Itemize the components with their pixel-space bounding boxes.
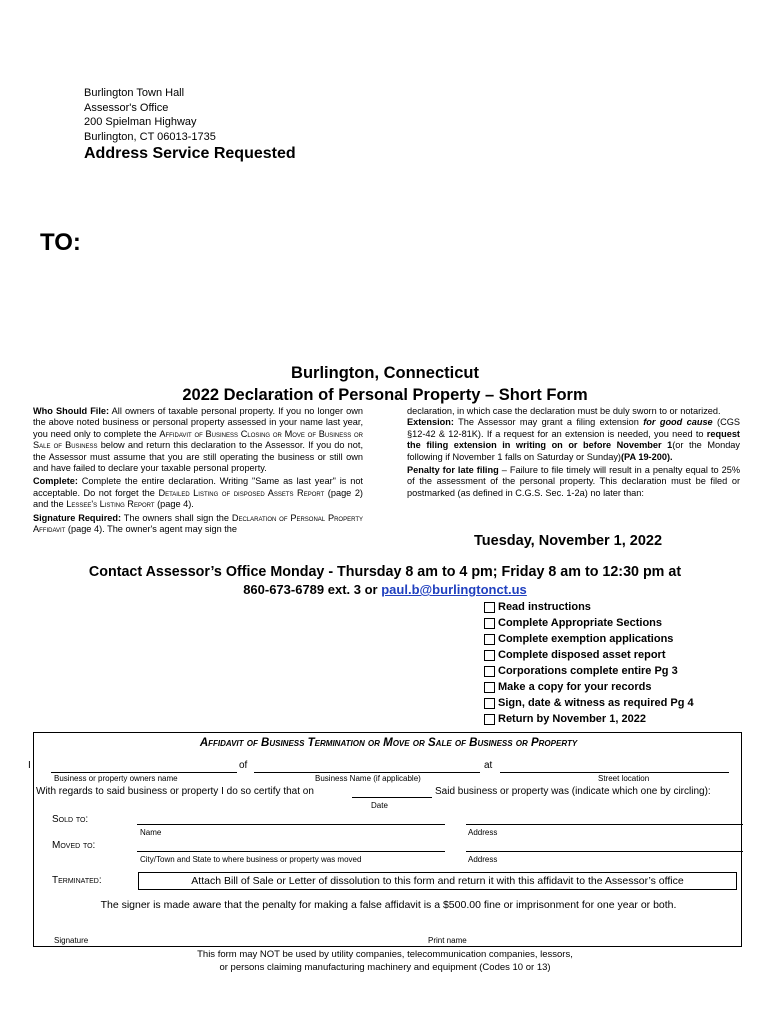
checkbox[interactable]	[484, 634, 495, 645]
contact-email-link[interactable]: paul.b@burlingtonct.us	[381, 582, 527, 597]
checklist-item[interactable]	[484, 599, 694, 615]
footer-line: or persons claiming manufacturing machinery and equipment (Codes 10 or 13)	[219, 961, 551, 973]
moved-to-address-field[interactable]	[466, 840, 743, 852]
who-should-file-text: All owners of taxable personal property. If you no longer own the above noted business or personal property assessed in your name last year, you need only to complete the	[33, 406, 363, 439]
complete-text: Complete the entire declaration. Writing "Same as last year" is not acceptable. Do not forget the	[33, 476, 363, 498]
signature-paragraph	[33, 513, 363, 536]
declaration-affidavit-reference: Declaration of Personal Property Affidavit	[33, 512, 363, 535]
checklist-item-label: Corporations complete entire Pg 3	[498, 665, 678, 677]
extension-text: The Assessor may grant a filing extension	[458, 417, 639, 428]
contact-hours: Contact Assessor’s Office Monday - Thursday 8 am to 4 pm; Friday 8 am to 12:30 pm at	[88, 564, 682, 580]
penalty-label: Penalty for late filing	[407, 465, 499, 476]
print-name-caption: Print name	[428, 936, 467, 945]
checklist	[484, 599, 694, 727]
instructions-left-column	[33, 406, 363, 537]
checklist-item-label: Make a copy for your records	[498, 681, 652, 693]
complete-label: Complete:	[33, 476, 78, 487]
form-title-town: Burlington, Connecticut	[291, 364, 479, 382]
penalty-paragraph	[407, 465, 740, 499]
checklist-item[interactable]	[484, 695, 694, 711]
of-label: of	[239, 760, 248, 771]
street-location-field[interactable]	[500, 761, 729, 773]
checkbox[interactable]	[484, 666, 495, 677]
checkbox[interactable]	[484, 682, 495, 693]
date-field[interactable]	[352, 786, 432, 798]
footer-line: This form may NOT be used by utility companies, telecommunication companies, lessors,	[197, 949, 573, 960]
who-should-file-label: Who Should File:	[33, 406, 110, 416]
return-address-line: 200 Spielman Highway	[84, 116, 197, 128]
disposed-assets-reference: Detailed Listing of disposed Assets Report	[158, 487, 325, 498]
checkbox[interactable]	[484, 602, 495, 613]
notarized-paragraph: declaration, in which case the declaration must be duly sworn to or notarized.	[407, 406, 721, 416]
return-address	[84, 86, 216, 144]
checklist-item[interactable]	[484, 615, 694, 631]
lessee-listing-reference: Lessee's Listing Report	[66, 499, 155, 510]
date-caption: Date	[371, 801, 388, 810]
checklist-item-label: Sign, date & witness as required Pg 4	[498, 697, 694, 709]
signature-text-cont: (page 4). The owner's agent may sign the	[67, 524, 238, 535]
business-name-caption: Business Name (if applicable)	[315, 774, 421, 783]
who-should-file-text-cont: below and return this declaration to the Assessor. If you do not, the Assessor must assume that you are still operating the business or still own and have failed to declare your taxable personal property.	[33, 440, 363, 474]
extension-label: Extension:	[407, 417, 454, 428]
checkbox[interactable]	[484, 618, 495, 629]
checklist-item[interactable]	[484, 679, 694, 695]
signature-required-label: Signature Required:	[33, 512, 122, 523]
affidavit-reference: Affidavit of Business Closing or Move of Business or Sale of Business	[33, 428, 363, 451]
address-caption: Address	[468, 855, 498, 864]
affidavit-title: Affidavit of Business Termination or Move or Sale of Business or Property	[199, 737, 578, 749]
to-label: TO:	[40, 229, 81, 256]
public-act-reference: (PA 19-200).	[620, 451, 673, 462]
owner-name-field[interactable]	[51, 761, 237, 773]
name-caption: Name	[140, 828, 162, 837]
contact-line	[0, 582, 770, 597]
terminated-instructions: Attach Bill of Sale or Letter of dissolution to this form and return it with this affidavit to the Assessor’s office	[138, 872, 737, 890]
certify-text: With regards to said business or property I do so certify that on	[36, 786, 314, 797]
street-location-caption: Street location	[598, 774, 650, 783]
moved-to-label: Moved to:	[52, 840, 96, 851]
business-name-field[interactable]	[254, 761, 480, 773]
checklist-item-label: Complete exemption applications	[498, 633, 674, 645]
checklist-item-label: Complete Appropriate Sections	[498, 617, 663, 629]
extension-text-end: (or the Monday following if November 1 falls on Saturday or Sunday)	[407, 440, 741, 462]
sold-to-label: Sold to:	[52, 814, 89, 825]
indicate-text: Said business or property was (indicate which one by circling):	[435, 786, 711, 797]
checklist-item-label: Complete disposed asset report	[498, 649, 666, 661]
complete-paragraph	[33, 476, 363, 510]
sold-to-address-field[interactable]	[466, 813, 743, 825]
filing-deadline: Tuesday, November 1, 2022	[474, 533, 663, 549]
complete-text-cont: (page 2) and the	[33, 487, 363, 510]
city-state-caption: City/Town and State to where business or property was moved	[140, 855, 362, 864]
contact-phone: 860-673-6789 ext. 3 or	[243, 582, 382, 597]
owner-name-caption: Business or property owners name	[54, 774, 178, 783]
checklist-item[interactable]	[484, 631, 694, 647]
extension-deadline-text: request the filing extension in writing on or before November 1	[407, 428, 740, 451]
address-caption: Address	[468, 828, 498, 837]
signature-text: The owners shall sign the	[123, 512, 229, 523]
return-address-line: Burlington Town Hall	[84, 87, 185, 99]
checklist-item[interactable]	[484, 711, 694, 727]
checkbox[interactable]	[484, 650, 495, 661]
who-should-file-paragraph	[33, 406, 363, 474]
sold-to-name-field[interactable]	[137, 813, 445, 825]
return-address-line: Assessor's Office	[84, 101, 169, 114]
affidavit-section	[28, 732, 742, 947]
checklist-item[interactable]	[484, 663, 694, 679]
form-title: 2022 Declaration of Personal Property – Short Form	[182, 386, 588, 404]
instructions-right-column	[407, 406, 740, 501]
at-label: at	[484, 760, 493, 771]
i-label: I	[28, 760, 31, 771]
good-cause-text: for good cause	[643, 417, 713, 428]
checklist-item[interactable]	[484, 647, 694, 663]
signature-caption: Signature	[54, 936, 89, 945]
checklist-item-label: Return by November 1, 2022	[498, 713, 646, 725]
extension-paragraph	[407, 417, 740, 463]
address-service-requested: Address Service Requested	[84, 145, 296, 162]
return-address-line: Burlington, CT 06013-1735	[84, 130, 216, 143]
penalty-text: – Failure to file timely will result in a penalty equal to 25% of the assessment of the personal property. This declaration must be filed or postmarked (as defined in C.G.S. Sec. 1-2a) no later than:	[407, 465, 741, 498]
terminated-label: Terminated:	[52, 875, 102, 886]
checkbox[interactable]	[484, 698, 495, 709]
complete-text-end: (page 4).	[157, 499, 194, 510]
moved-to-city-field[interactable]	[137, 840, 445, 852]
checklist-item-label: Read instructions	[498, 601, 591, 613]
false-affidavit-penalty: The signer is made aware that the penalty for making a false affidavit is a $500.00 fine or imprisonment for one year or both.	[100, 899, 677, 911]
checkbox[interactable]	[484, 714, 495, 725]
extension-text-cont: (CGS §12-42 & 12-81K). If a request for an extension is needed, you need to	[407, 417, 740, 439]
footer-note	[0, 949, 770, 974]
